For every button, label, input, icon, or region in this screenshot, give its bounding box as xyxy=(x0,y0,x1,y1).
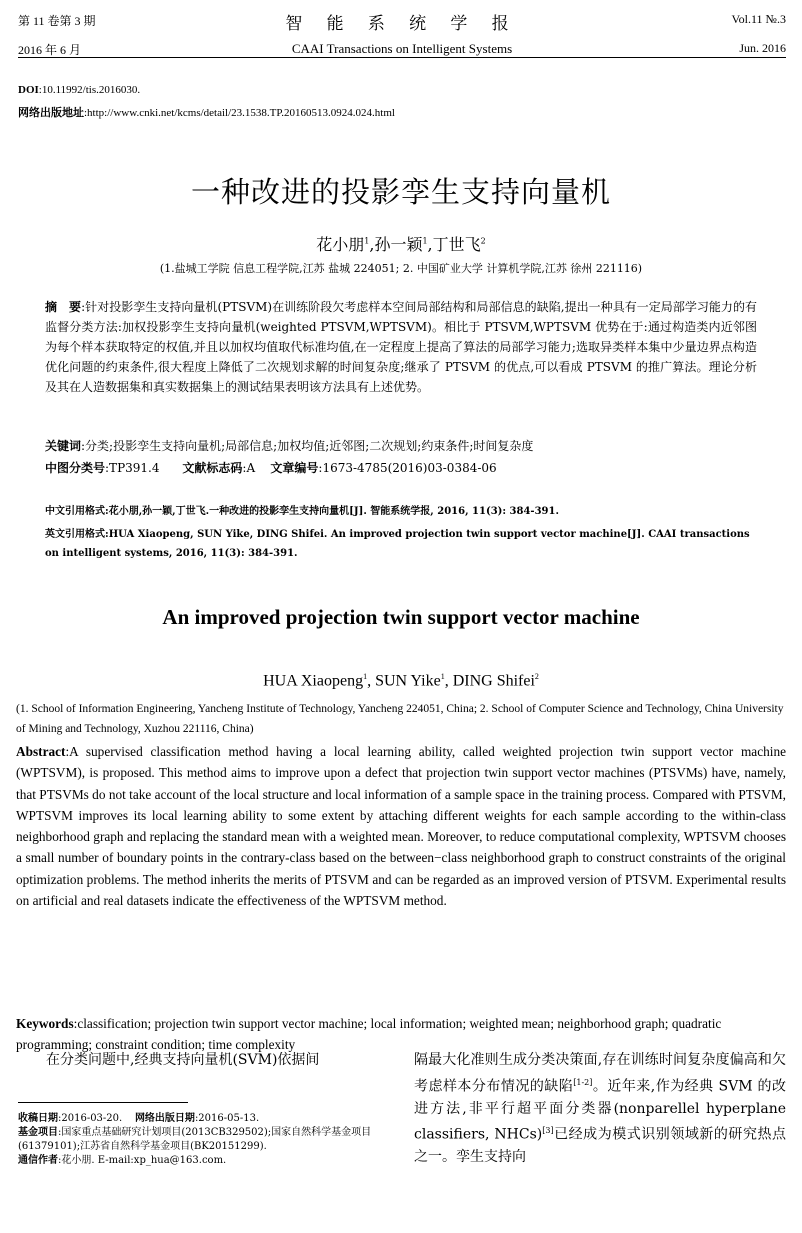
citation-en: 英文引用格式:HUA Xiaopeng, SUN Yike, DING Shifei. An improved projection twin support vector machine[J]. CAAI transactions on intelligent systems, 2016, 11(3): 384-391. xyxy=(45,529,750,559)
volume-cn: 第 11 卷第 3 期 xyxy=(18,14,96,28)
doi-label: DOI xyxy=(18,84,39,96)
keywords-cn xyxy=(45,436,757,456)
doi-value[interactable]: :10.11992/tis.2016030. xyxy=(38,84,141,96)
author-affil-mark: 2 xyxy=(480,236,486,246)
paper-title-en: An improved projection twin support vector machine xyxy=(162,605,640,629)
clc-label: 中图分类号 xyxy=(45,461,106,475)
received-label: 收稿日期 xyxy=(18,1113,58,1124)
abstract-cn xyxy=(45,297,757,397)
author-affil-mark: 1 xyxy=(364,236,370,246)
author-en: HUA Xiaopeng xyxy=(263,672,364,690)
citation-cn: 中文引用格式:花小朋,孙一颖,丁世飞.一种改进的投影孪生支持向量机[J]. 智能系统学报, 2016, 11(3): 384-391. xyxy=(45,506,559,517)
online-url-label: 网络出版地址 xyxy=(18,107,84,119)
footnotes xyxy=(18,1112,406,1168)
abstract-en-text: :A supervised classification method having a local learning ability, called weighted projection twin support vector machine (WPTSVM), is proposed. This method aims to improve upon a defect that projection twin support vector machines (PTSVMs) have, namely, that PTSVMs do not take account of the local structure and local information of a sample space in the training process. Compared with PTSVM, WPTSVM improves its local learning ability to some extent by attaching different weights for each sample according to the within-class neighborhood graph and replacing the standard mean with a weighted mean. Moreover, to reduce computational complexity, WPTSVM chooses a small number of boundary points in the contrary-class based on the between−class neighborhood graph to construct constraints of the original optimization problems. The method inherits the merits of PTSVM and can be regarded as an improved version of PTSVM. Experimental results on artificial and real datasets indicate the effectiveness of the WPTSVM method. xyxy=(16,744,786,909)
online-date-value: :2016-05-13. xyxy=(194,1113,260,1124)
abstract-en-label: Abstract xyxy=(16,744,66,759)
affiliation-cn: (1.盐城工学院 信息工程学院,江苏 盐城 224051; 2. 中国矿业大学 计算机学院,江苏 徐州 221116) xyxy=(159,262,643,275)
affiliation-en: (1. School of Information Engineering, Yancheng Institute of Technology, Yancheng 224051, China; 2. School of Computer Science and Technology, China University of Mining and Technology, Xuzhou 221116, China) xyxy=(16,703,784,735)
abstract-en xyxy=(16,741,786,911)
date-en: Jun. 2016 xyxy=(739,41,786,55)
authors-cn: 花小朋$^1$,孙一颖$^1$,丁世飞$^2$ xyxy=(316,235,486,254)
reference-mark[interactable]: [1-2] xyxy=(573,1077,593,1087)
doi-line xyxy=(18,84,140,96)
keywords-en-text: :classification; projection twin support vector machine; local information; weighted mean; neighborhood graph; quadratic programming; constraint condition; time complexity xyxy=(16,1016,722,1053)
authors-en: HUA Xiaopeng$^1$, SUN Yike$^1$, DING Shifei$^2$ xyxy=(263,672,539,690)
footnote-fund xyxy=(18,1126,406,1154)
footnote-dates xyxy=(18,1112,406,1126)
body-right-text-1: 隔最大化准则生成分类决策面,存在训练时间复杂度偏高和欠考虑样本分布情况的缺陷 xyxy=(414,1052,786,1095)
abstract-cn-label: 摘 要 xyxy=(45,300,82,314)
journal-title-cn: 智 能 系 统 学 报 xyxy=(285,14,519,33)
paper-title-cn: 一种改进的投影孪生支持向量机 xyxy=(190,175,611,209)
author-en: DING Shifei xyxy=(452,672,535,690)
author-affil-mark: 1 xyxy=(422,236,428,246)
doc-code-value: :A xyxy=(242,461,256,475)
online-date-label: 网络出版日期 xyxy=(134,1113,195,1124)
author-affil-mark: 2 xyxy=(534,672,539,681)
received-value: :2016-03-20. xyxy=(58,1113,123,1124)
online-url-line xyxy=(18,104,395,120)
body-right-text-3: 已经成为模式识别领域新的研究热点之一。孪生支持向 xyxy=(414,1126,787,1166)
clc-value: :TP391.4 xyxy=(105,461,160,475)
body-right-column xyxy=(414,1049,786,1169)
author-cn: 孙一颖 xyxy=(374,235,423,254)
author-cn: 花小朋 xyxy=(316,235,365,254)
fund-label: 基金项目 xyxy=(18,1127,58,1138)
author-affil-mark: 1 xyxy=(440,672,445,681)
abstract-cn-text: :针对投影孪生支持向量机(PTSVM)在训练阶段欠考虑样本空间局部结构和局部信息的缺陷,提出一种具有一定局部学习能力的有监督分类方法:加权投影孪生支持向量机(weighted PTSVM,WPTSVM)。相比于 PTSVM,WPTSVM 优势在于:通过构造类内近邻图为每个样本获取特定的权值,并且以加权均值取代标准均值,在一定程度上提高了算法的局部学习能力;选取异类样本集中少量边界点构造优化问题的约束条件,很大程度上降低了二次规划求解的时间复杂度;继承了 PTSVM 的优点,可以看成 PTSVM 的推广算法。理论分析及其在人造数据集和真实数据集上的测试结果表明该方法具有上述优势。 xyxy=(45,300,757,394)
article-no-value: :1673-4785(2016)03-0384-06 xyxy=(318,461,497,475)
corresponding-value[interactable]: :花小朋. E-mail:xp_hua@163.com. xyxy=(58,1155,227,1166)
author-en: SUN Yike xyxy=(375,672,441,690)
keywords-en-label: Keywords xyxy=(16,1016,74,1031)
online-url-value[interactable]: :http://www.cnki.net/kcms/detail/23.1538.TP.20160513.0924.024.html xyxy=(84,107,395,119)
keywords-cn-label: 关键词 xyxy=(45,439,82,453)
body-right-text-2: 。近年来,作为经典 SVM 的改进方法,非平行超平面分类器(nonparellel hyperplane classifiers, NHCs) xyxy=(414,1078,786,1143)
keywords-cn-text: :分类;投影孪生支持向量机;局部信息;加权均值;近邻图;二次规划;约束条件;时间复杂度 xyxy=(81,439,534,453)
footnote-rule xyxy=(18,1102,188,1103)
body-left-column: 在分类问题中,经典支持向量机(SVM)依据间 xyxy=(46,1052,320,1068)
author-affil-mark: 1 xyxy=(363,672,368,681)
date-cn: 2016 年 6 月 xyxy=(18,43,82,57)
footnote-corresponding xyxy=(18,1154,406,1168)
corresponding-label: 通信作者 xyxy=(18,1155,58,1166)
author-cn: 丁世飞 xyxy=(432,235,481,254)
journal-title-en: CAAI Transactions on Intelligent Systems xyxy=(291,41,513,56)
running-header xyxy=(18,8,786,58)
classification-line xyxy=(45,458,757,478)
fund-value: :国家重点基础研究计划项目(2013CB329502);国家自然科学基金项目(61379101);江苏省自然科学基金项目(BK20151299). xyxy=(18,1127,372,1152)
reference-mark[interactable]: [3] xyxy=(542,1126,554,1136)
article-no-label: 文章编号 xyxy=(270,461,319,475)
doc-code-label: 文献标志码 xyxy=(182,461,243,475)
volume-en: Vol.11 №.3 xyxy=(731,12,786,26)
